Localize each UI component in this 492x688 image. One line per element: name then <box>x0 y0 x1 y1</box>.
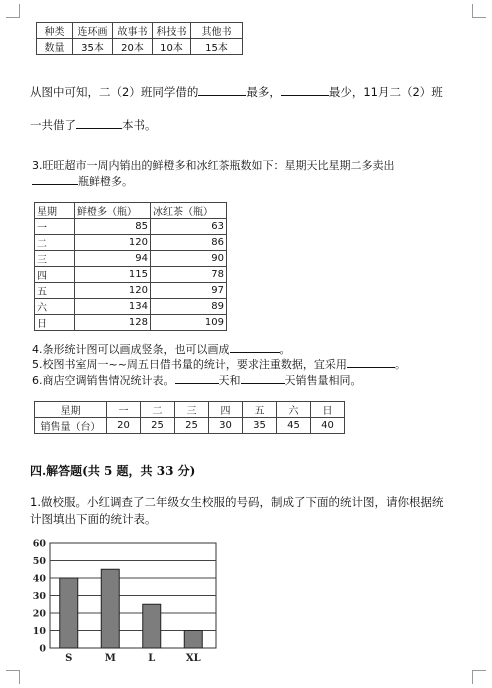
answer-blank[interactable] <box>241 374 285 384</box>
question-6 <box>32 372 362 388</box>
table-cell: 六 <box>277 402 311 418</box>
table-header-cell: 冰红茶（瓶） <box>151 203 227 219</box>
table-cell: 数量 <box>37 39 73 55</box>
table-cell: 科技书 <box>153 23 191 39</box>
table-cell: 三 <box>175 402 209 418</box>
drink-sales-table <box>34 202 227 331</box>
table-row <box>37 39 243 55</box>
answer-blank[interactable] <box>347 358 395 368</box>
answer-blank[interactable] <box>175 374 219 384</box>
question-text: 最少，11月二（2）班 <box>328 85 443 99</box>
table-cell: 日 <box>35 315 75 331</box>
table-row <box>35 283 227 299</box>
table-cell: 20 <box>107 418 141 434</box>
table-header-cell: 鲜橙多（瓶） <box>75 203 151 219</box>
crop-mark-top-left <box>6 4 20 18</box>
table-cell: 四 <box>35 267 75 283</box>
question-5 <box>32 356 406 372</box>
table-cell: 40 <box>311 418 345 434</box>
table-cell: 销售量（台） <box>35 418 107 434</box>
x-tick-label: XL <box>185 653 201 664</box>
table-row <box>35 315 227 331</box>
table-cell: 109 <box>151 315 227 331</box>
table-cell: 89 <box>151 299 227 315</box>
table-cell: 134 <box>75 299 151 315</box>
table-cell: 故事书 <box>113 23 153 39</box>
crop-mark-bottom-right <box>472 670 486 684</box>
question-7-line-2: 计图填出下面的统计表。 <box>30 512 157 526</box>
y-tick-label: 40 <box>32 573 46 585</box>
table-cell: 一 <box>35 219 75 235</box>
question-text: 。 <box>279 343 291 356</box>
x-tick-label: S <box>65 653 73 664</box>
question-text: 5.校图书室周一~~周五日借书量的统计，要求注重数据，宜采用 <box>32 358 347 371</box>
table-cell: 一 <box>107 402 141 418</box>
y-tick-label: 50 <box>32 556 46 567</box>
y-tick-label: 30 <box>32 591 46 602</box>
x-tick-label: L <box>148 653 156 664</box>
table-cell: 六 <box>35 299 75 315</box>
table-cell: 128 <box>75 315 151 331</box>
table-cell: 85 <box>75 219 151 235</box>
table-cell: 五 <box>35 283 75 299</box>
table-row <box>35 251 227 267</box>
table-row <box>35 418 345 434</box>
answer-blank[interactable] <box>76 119 122 129</box>
table-cell: 35 <box>243 418 277 434</box>
table-cell: 15本 <box>191 39 243 55</box>
question-text: 天和 <box>218 374 241 387</box>
bar-xl <box>184 631 202 649</box>
y-tick-label: 20 <box>32 608 46 620</box>
crop-mark-bottom-left <box>6 670 20 684</box>
question-text: 一共借了 <box>30 118 76 132</box>
question-text: 天销售量相同。 <box>284 374 362 387</box>
bar-l <box>143 604 161 648</box>
question-text: 从图中可知，二（2）班同学借的 <box>30 85 199 99</box>
table-row <box>35 402 345 418</box>
table-cell: 97 <box>151 283 227 299</box>
question-text: 本书。 <box>122 118 157 132</box>
table-cell: 25 <box>175 418 209 434</box>
question-3-line-2 <box>32 173 133 189</box>
table-cell: 五 <box>243 402 277 418</box>
table-cell: 115 <box>75 267 151 283</box>
section-title: 四.解答题(共 5 题，共 33 分) <box>30 464 196 478</box>
ac-sales-table <box>34 401 345 434</box>
table-cell: 35本 <box>73 39 113 55</box>
bar-m <box>101 569 119 648</box>
question-text: 6.商店空调销售情况统计表。 <box>32 374 175 387</box>
question-7-line-1: 1.做校服。小红调查了二年级女生校服的号码，制成了下面的统计图，请你根据统 <box>30 495 444 509</box>
x-tick-label: M <box>104 653 116 664</box>
bar-s <box>60 578 78 648</box>
question-text: 最多， <box>246 85 281 99</box>
table-cell: 63 <box>151 219 227 235</box>
table-header-cell: 星期 <box>35 203 75 219</box>
table-cell: 其他书 <box>191 23 243 39</box>
table-cell: 90 <box>151 251 227 267</box>
table-row <box>37 23 243 39</box>
table-cell: 20本 <box>113 39 153 55</box>
book-type-table <box>36 22 243 55</box>
table-cell: 25 <box>141 418 175 434</box>
table-cell: 10本 <box>153 39 191 55</box>
table-row <box>35 299 227 315</box>
table-row <box>35 203 227 219</box>
crop-mark-top-right <box>472 4 486 18</box>
y-tick-label: 0 <box>39 643 46 655</box>
table-cell: 86 <box>151 235 227 251</box>
table-cell: 二 <box>35 235 75 251</box>
answer-blank[interactable] <box>32 175 78 185</box>
table-cell: 连环画 <box>73 23 113 39</box>
table-cell: 120 <box>75 235 151 251</box>
table-cell: 二 <box>141 402 175 418</box>
question-2-line-1 <box>30 84 443 100</box>
table-cell: 三 <box>35 251 75 267</box>
question-text: 。 <box>394 358 406 371</box>
table-row <box>35 267 227 283</box>
table-cell: 78 <box>151 267 227 283</box>
table-cell: 45 <box>277 418 311 434</box>
table-cell: 种类 <box>37 23 73 39</box>
uniform-size-bar-chart <box>28 536 222 666</box>
answer-blank[interactable] <box>230 343 280 353</box>
question-4 <box>32 341 291 357</box>
table-row <box>35 219 227 235</box>
table-cell: 30 <box>209 418 243 434</box>
y-tick-label: 60 <box>32 538 46 550</box>
table-row <box>35 235 227 251</box>
table-cell: 94 <box>75 251 151 267</box>
y-tick-label: 10 <box>32 626 46 637</box>
question-3-line-1: 3.旺旺超市一周内销出的鲜橙多和冰红茶瓶数如下：星期天比星期二多卖出 <box>32 159 395 172</box>
question-text: 瓶鲜橙多。 <box>78 175 133 188</box>
answer-blank[interactable] <box>281 86 329 96</box>
table-cell: 120 <box>75 283 151 299</box>
table-cell: 四 <box>209 402 243 418</box>
answer-blank[interactable] <box>198 86 246 96</box>
question-2-line-2 <box>30 117 157 133</box>
table-cell: 星期 <box>35 402 107 418</box>
table-cell: 日 <box>311 402 345 418</box>
question-text: 4.条形统计图可以画成竖条，也可以画成 <box>32 343 230 356</box>
